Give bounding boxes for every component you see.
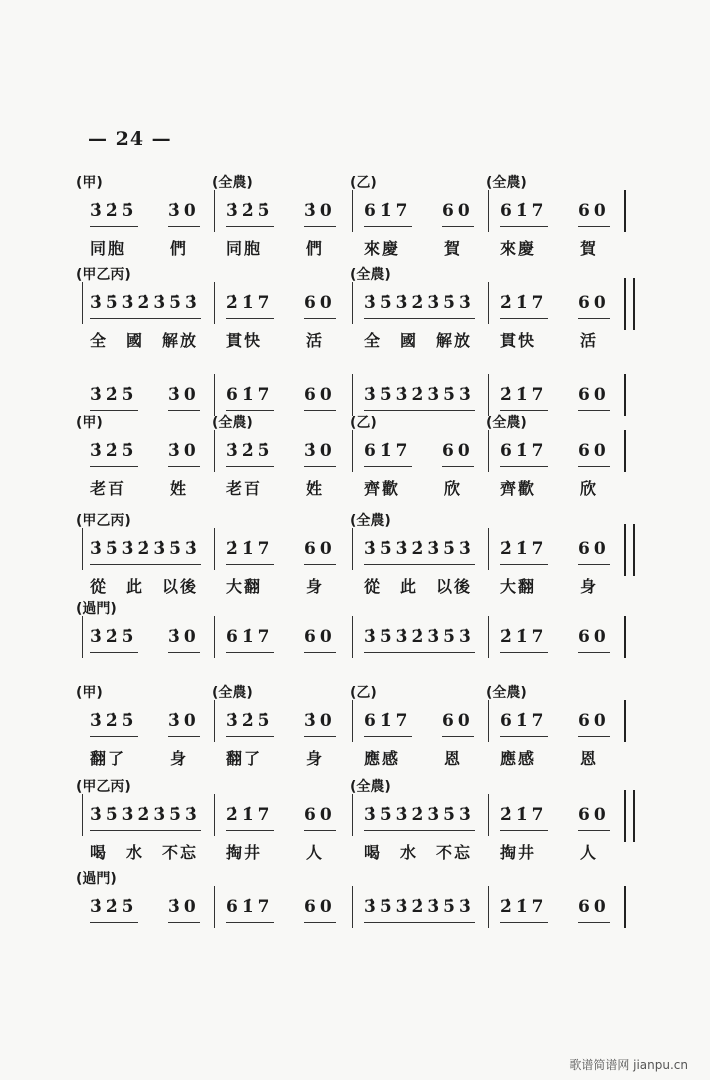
note-group: 60 [578, 382, 610, 411]
lyric: 賀 [444, 239, 463, 258]
barline [214, 190, 215, 232]
note-group: 3̇5̇3̇2̇3̇5̇3̇ [364, 382, 475, 411]
lyric: 掏井 [226, 843, 263, 862]
note-group: 2̇1̇7 [226, 802, 274, 831]
end-barline [624, 616, 626, 658]
part-label: (全農) [212, 415, 253, 431]
barline [214, 430, 215, 472]
part-label: (甲) [76, 415, 103, 431]
lyric: 活 [306, 331, 325, 350]
part-label: (乙) [350, 415, 377, 431]
note-group: 60 [578, 438, 610, 467]
lyric: 同胞 [90, 239, 127, 258]
lyric: 姓 [306, 479, 325, 498]
lyric: 大翻 [500, 577, 537, 596]
note-group: 60 [442, 438, 474, 467]
barline [214, 374, 215, 416]
lyric: 全 國 解放 [364, 331, 473, 350]
note-group: 61̇7 [500, 708, 548, 737]
note-group: 3̇0 [168, 382, 200, 411]
barline [82, 282, 83, 324]
note-group: 61̇7 [500, 198, 548, 227]
lyric: 身 [580, 577, 599, 596]
end-barline [624, 700, 626, 742]
note-group: 2̇1̇7 [500, 802, 548, 831]
barline [352, 700, 353, 742]
note-group: 3̇0 [304, 708, 336, 737]
barline [214, 794, 215, 836]
part-label: (乙) [350, 685, 377, 701]
lyric: 活 [580, 331, 599, 350]
note-group: 2̇1̇7 [500, 536, 548, 565]
barline [82, 616, 83, 658]
note-group: 60 [304, 802, 336, 831]
note-group: 3̇2̇5̇ [226, 438, 274, 467]
note-group: 3̇0 [168, 894, 200, 923]
barline [352, 374, 353, 416]
lyric: 老百 [226, 479, 263, 498]
note-group: 61̇7 [500, 438, 548, 467]
note-group: 3̇2̇5̇ [226, 198, 274, 227]
note-group: 3̇2̇5̇ [226, 708, 274, 737]
note-group: 3̇5̇3̇2̇3̇5̇3̇ [90, 290, 201, 319]
score-row [0, 510, 710, 600]
note-group: 60 [304, 382, 336, 411]
note-group: 61̇7 [226, 894, 274, 923]
barline [488, 886, 489, 928]
note-group: 61̇7 [226, 382, 274, 411]
barline [214, 528, 215, 570]
lyric: 恩 [444, 749, 463, 768]
barline [82, 794, 83, 836]
part-label: (甲乙丙) [76, 267, 131, 283]
lyric: 身 [306, 577, 325, 596]
end-barline [624, 430, 626, 472]
note-group: 3̇0 [168, 708, 200, 737]
note-group: 3̇5̇3̇2̇3̇5̇3̇ [364, 290, 475, 319]
note-group: 60 [578, 708, 610, 737]
note-group: 2̇1̇7 [226, 290, 274, 319]
note-group: 3̇2̇5̇ [90, 894, 138, 923]
barline [352, 190, 353, 232]
barline [214, 616, 215, 658]
lyric: 應感 [364, 749, 401, 768]
note-group: 3̇5̇3̇2̇3̇5̇3̇ [364, 536, 475, 565]
part-label: (全農) [350, 513, 391, 529]
note-group: 3̇5̇3̇2̇3̇5̇3̇ [364, 802, 475, 831]
barline [352, 886, 353, 928]
note-group: 3̇0 [168, 438, 200, 467]
lyric: 喝 水 不忘 [90, 843, 199, 862]
note-group: 60 [578, 536, 610, 565]
barline [82, 528, 83, 570]
lyric: 人 [580, 843, 599, 862]
score-row [0, 264, 710, 354]
note-group: 2̇1̇7 [500, 894, 548, 923]
lyric: 身 [170, 749, 189, 768]
lyric: 貫快 [226, 331, 263, 350]
final-double-barline [624, 278, 635, 330]
part-label: (甲) [76, 685, 103, 701]
lyric: 姓 [170, 479, 189, 498]
lyric: 貫快 [500, 331, 537, 350]
note-group: 60 [304, 290, 336, 319]
barline [488, 528, 489, 570]
lyric: 們 [170, 239, 189, 258]
note-group: 61̇7 [364, 438, 412, 467]
lyric: 翻了 [226, 749, 263, 768]
note-group: 61̇7 [364, 198, 412, 227]
barline [352, 616, 353, 658]
part-label: (過門) [76, 601, 117, 617]
note-group: 60 [304, 894, 336, 923]
final-double-barline [624, 524, 635, 576]
part-label: (甲乙丙) [76, 513, 131, 529]
note-group: 60 [578, 198, 610, 227]
note-group: 2̇1̇7 [500, 290, 548, 319]
part-label: (過門) [76, 871, 117, 887]
part-label: (甲乙丙) [76, 779, 131, 795]
final-double-barline [624, 790, 635, 842]
part-label: (全農) [212, 175, 253, 191]
barline [214, 282, 215, 324]
note-group: 3̇0 [304, 438, 336, 467]
note-group: 2̇1̇7 [500, 382, 548, 411]
part-label: (全農) [212, 685, 253, 701]
note-group: 3̇2̇5̇ [90, 438, 138, 467]
barline [214, 886, 215, 928]
lyric: 大翻 [226, 577, 263, 596]
lyric: 老百 [90, 479, 127, 498]
lyric: 掏井 [500, 843, 537, 862]
end-barline [624, 190, 626, 232]
note-group: 2̇1̇7 [500, 624, 548, 653]
score-row [0, 598, 710, 688]
note-group: 3̇5̇3̇2̇3̇5̇3̇ [364, 894, 475, 923]
lyric: 來慶 [364, 239, 401, 258]
barline [488, 794, 489, 836]
end-barline [624, 374, 626, 416]
barline [488, 282, 489, 324]
lyric: 人 [306, 843, 325, 862]
lyric: 從 此 以後 [90, 577, 199, 596]
barline [488, 190, 489, 232]
note-group: 61̇7 [226, 624, 274, 653]
barline [214, 700, 215, 742]
lyric: 翻了 [90, 749, 127, 768]
barline [488, 616, 489, 658]
lyric: 齊歡 [364, 479, 401, 498]
note-group: 3̇2̇5̇ [90, 708, 138, 737]
page-number: — 24 — [88, 128, 172, 150]
lyric: 齊歡 [500, 479, 537, 498]
lyric: 從 此 以後 [364, 577, 473, 596]
lyric: 身 [306, 749, 325, 768]
lyric: 同胞 [226, 239, 263, 258]
lyric: 來慶 [500, 239, 537, 258]
score-row [0, 868, 710, 958]
barline [352, 430, 353, 472]
barline [488, 430, 489, 472]
part-label: (全農) [486, 685, 527, 701]
note-group: 2̇1̇7 [226, 536, 274, 565]
note-group: 60 [442, 708, 474, 737]
score-row [0, 412, 710, 502]
part-label: (甲) [76, 175, 103, 191]
note-group: 3̇2̇5̇ [90, 382, 138, 411]
lyric: 全 國 解放 [90, 331, 199, 350]
part-label: (全農) [486, 415, 527, 431]
note-group: 3̇5̇3̇2̇3̇5̇3̇ [90, 802, 201, 831]
score-row [0, 776, 710, 866]
lyric: 們 [306, 239, 325, 258]
note-group: 60 [578, 290, 610, 319]
watermark: 歌谱简谱网 jianpu.cn [569, 1058, 688, 1072]
note-group: 60 [578, 802, 610, 831]
note-group: 3̇0 [168, 198, 200, 227]
lyric: 欣 [580, 479, 599, 498]
part-label: (全農) [350, 267, 391, 283]
note-group: 3̇5̇3̇2̇3̇5̇3̇ [364, 624, 475, 653]
score-row [0, 172, 710, 262]
note-group: 60 [304, 536, 336, 565]
note-group: 61̇7 [364, 708, 412, 737]
note-group: 3̇0 [304, 198, 336, 227]
barline [352, 794, 353, 836]
note-group: 3̇0 [168, 624, 200, 653]
barline [352, 282, 353, 324]
lyric: 欣 [444, 479, 463, 498]
part-label: (乙) [350, 175, 377, 191]
part-label: (全農) [350, 779, 391, 795]
note-group: 3̇2̇5̇ [90, 624, 138, 653]
lyric: 喝 水 不忘 [364, 843, 473, 862]
note-group: 60 [304, 624, 336, 653]
note-group: 60 [442, 198, 474, 227]
barline [488, 700, 489, 742]
note-group: 3̇2̇5̇ [90, 198, 138, 227]
lyric: 賀 [580, 239, 599, 258]
lyric: 恩 [580, 749, 599, 768]
lyric: 應感 [500, 749, 537, 768]
note-group: 3̇5̇3̇2̇3̇5̇3̇ [90, 536, 201, 565]
part-label: (全農) [486, 175, 527, 191]
score-row [0, 682, 710, 772]
barline [352, 528, 353, 570]
barline [488, 374, 489, 416]
note-group: 60 [578, 624, 610, 653]
end-barline [624, 886, 626, 928]
note-group: 60 [578, 894, 610, 923]
